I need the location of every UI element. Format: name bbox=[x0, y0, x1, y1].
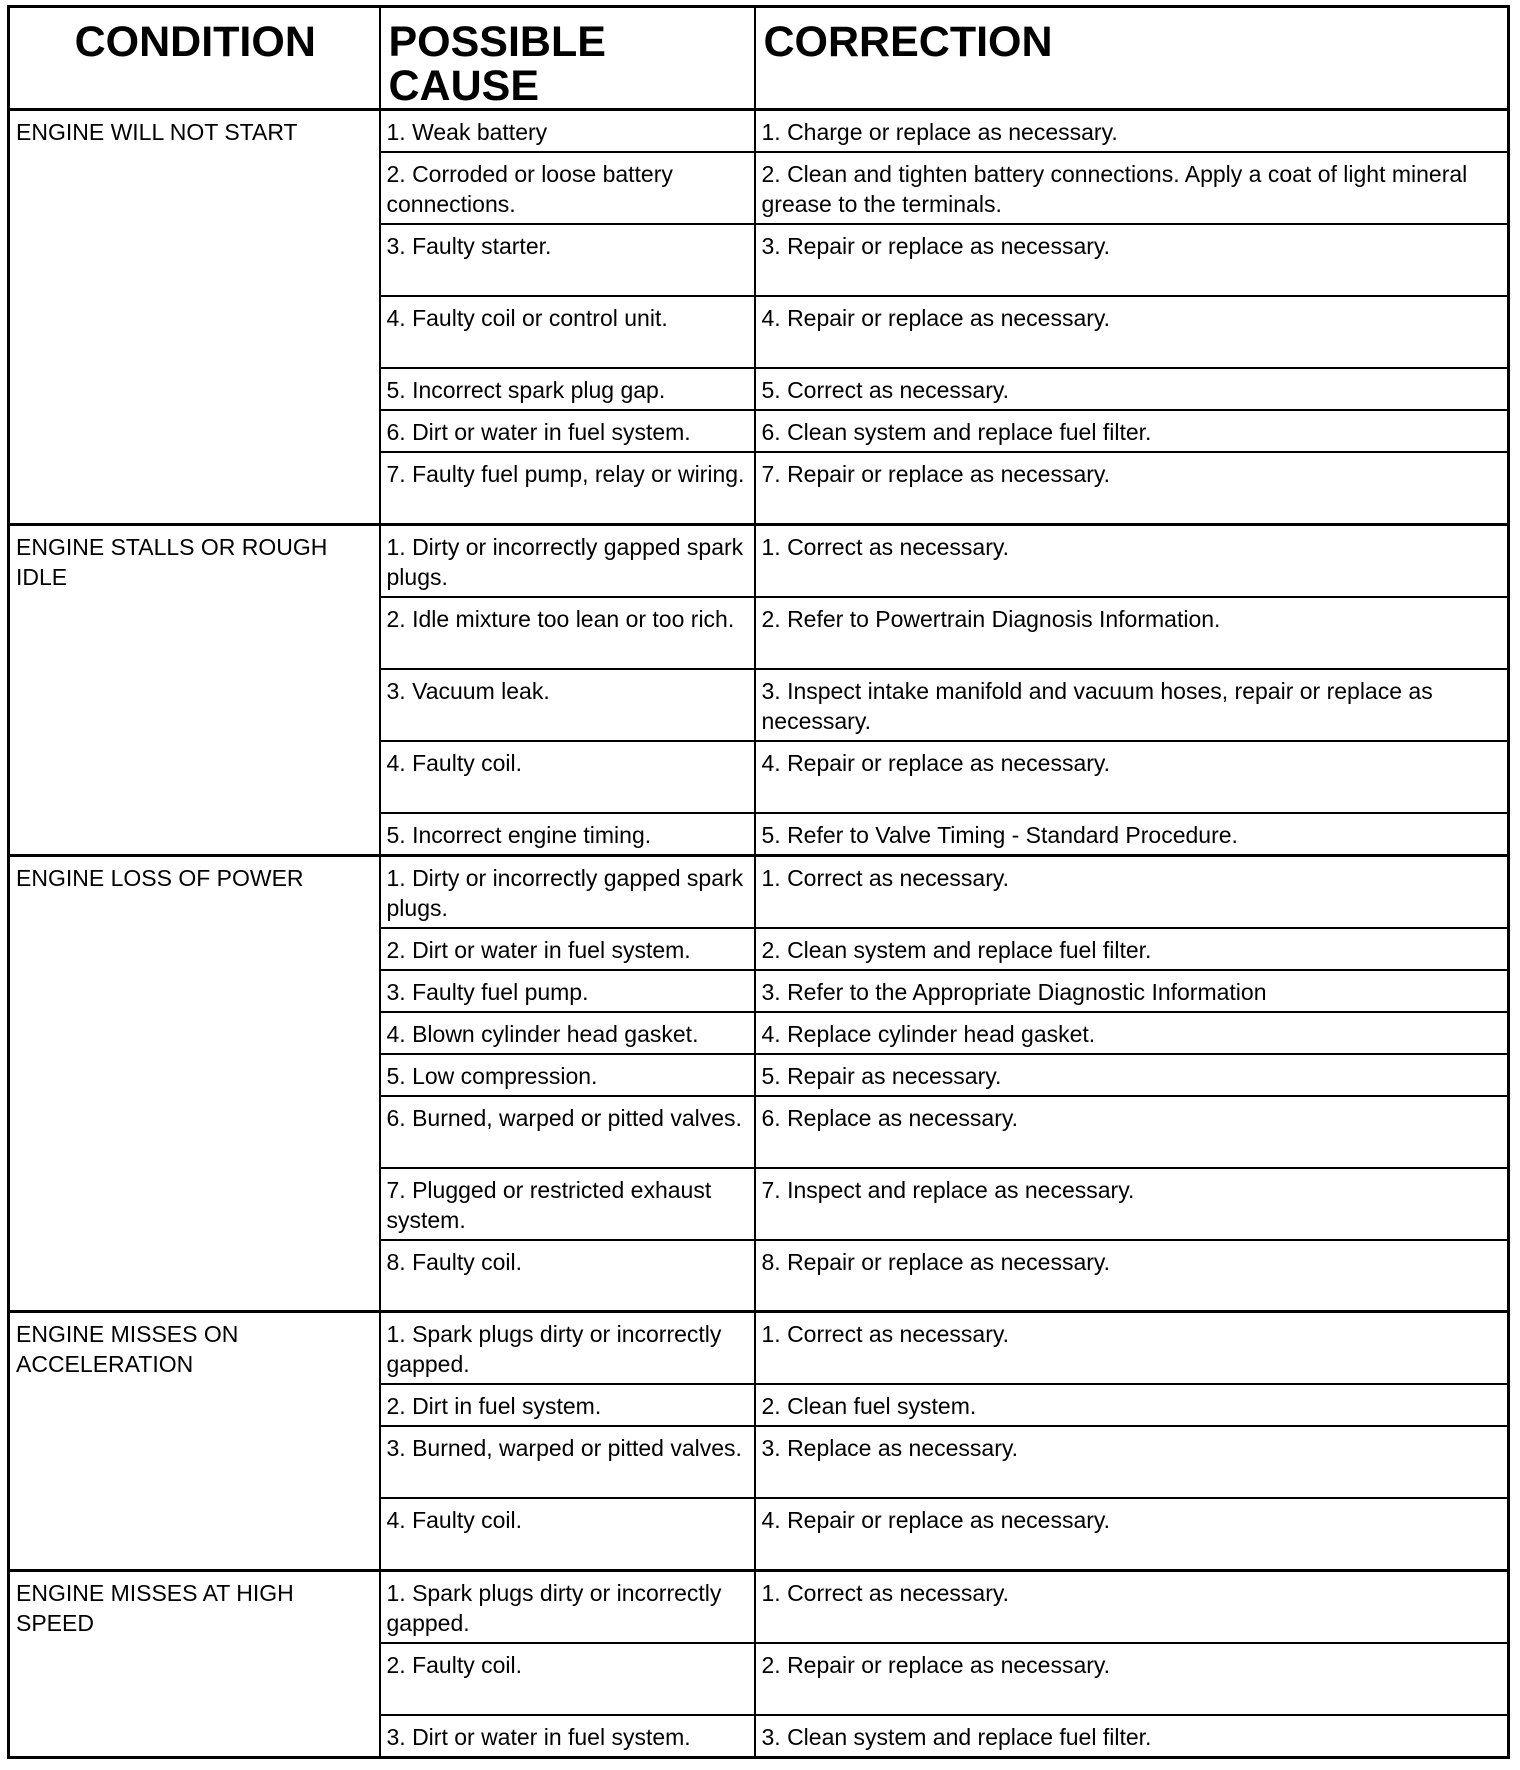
cause-cell: 3. Burned, warped or pitted valves. bbox=[380, 1426, 755, 1498]
cause-cell: 6. Burned, warped or pitted valves. bbox=[380, 1096, 755, 1168]
cause-cell: 2. Corroded or loose battery connections. bbox=[380, 152, 755, 224]
cause-cell: 2. Idle mixture too lean or too rich. bbox=[380, 597, 755, 669]
cause-cell: 7. Faulty fuel pump, relay or wiring. bbox=[380, 452, 755, 524]
header-possible-cause: POSSIBLE CAUSE bbox=[380, 7, 755, 110]
correction-cell: 3. Repair or replace as necessary. bbox=[755, 224, 1509, 296]
correction-cell: 4. Repair or replace as necessary. bbox=[755, 741, 1509, 813]
cause-cell: 3. Vacuum leak. bbox=[380, 669, 755, 741]
correction-cell: 5. Correct as necessary. bbox=[755, 368, 1509, 410]
cause-cell: 4. Faulty coil. bbox=[380, 741, 755, 813]
correction-cell: 2. Repair or replace as necessary. bbox=[755, 1643, 1509, 1715]
correction-cell: 1. Correct as necessary. bbox=[755, 855, 1509, 928]
table-row bbox=[9, 1570, 1509, 1643]
condition-cell: ENGINE MISSES ON ACCELERATION bbox=[9, 1312, 380, 1571]
correction-cell: 1. Correct as necessary. bbox=[755, 1312, 1509, 1385]
correction-cell: 4. Replace cylinder head gasket. bbox=[755, 1012, 1509, 1054]
correction-cell: 1. Correct as necessary. bbox=[755, 1570, 1509, 1643]
correction-cell: 1. Charge or replace as necessary. bbox=[755, 110, 1509, 153]
diagnosis-table bbox=[7, 5, 1510, 1759]
condition-cell: ENGINE STALLS OR ROUGH IDLE bbox=[9, 524, 380, 855]
cause-cell: 4. Faulty coil. bbox=[380, 1498, 755, 1570]
cause-cell: 1. Weak battery bbox=[380, 110, 755, 153]
correction-cell: 6. Replace as necessary. bbox=[755, 1096, 1509, 1168]
cause-cell: 5. Incorrect engine timing. bbox=[380, 813, 755, 856]
correction-cell: 2. Clean and tighten battery connections. Apply a coat of light mineral grease to the terminals. bbox=[755, 152, 1509, 224]
cause-cell: 2. Dirt in fuel system. bbox=[380, 1384, 755, 1426]
cause-cell: 1. Spark plugs dirty or incorrectly gapped. bbox=[380, 1570, 755, 1643]
header-correction: CORRECTION bbox=[755, 7, 1509, 110]
cause-cell: 8. Faulty coil. bbox=[380, 1240, 755, 1312]
cause-cell: 6. Dirt or water in fuel system. bbox=[380, 410, 755, 452]
table-row bbox=[9, 1312, 1509, 1385]
cause-cell: 1. Dirty or incorrectly gapped spark plugs. bbox=[380, 524, 755, 597]
correction-cell: 7. Repair or replace as necessary. bbox=[755, 452, 1509, 524]
correction-cell: 8. Repair or replace as necessary. bbox=[755, 1240, 1509, 1312]
correction-cell: 4. Repair or replace as necessary. bbox=[755, 296, 1509, 368]
cause-cell: 4. Faulty coil or control unit. bbox=[380, 296, 755, 368]
table-row bbox=[9, 110, 1509, 153]
correction-cell: 3. Inspect intake manifold and vacuum hoses, repair or replace as necessary. bbox=[755, 669, 1509, 741]
condition-cell: ENGINE MISSES AT HIGH SPEED bbox=[9, 1570, 380, 1757]
correction-cell: 2. Refer to Powertrain Diagnosis Information. bbox=[755, 597, 1509, 669]
cause-cell: 1. Spark plugs dirty or incorrectly gapped. bbox=[380, 1312, 755, 1385]
table-row bbox=[9, 524, 1509, 597]
cause-cell: 7. Plugged or restricted exhaust system. bbox=[380, 1168, 755, 1240]
cause-cell: 4. Blown cylinder head gasket. bbox=[380, 1012, 755, 1054]
correction-cell: 4. Repair or replace as necessary. bbox=[755, 1498, 1509, 1570]
cause-cell: 3. Faulty fuel pump. bbox=[380, 970, 755, 1012]
cause-cell: 1. Dirty or incorrectly gapped spark plugs. bbox=[380, 855, 755, 928]
correction-cell: 2. Clean fuel system. bbox=[755, 1384, 1509, 1426]
correction-cell: 5. Repair as necessary. bbox=[755, 1054, 1509, 1096]
table-row bbox=[9, 855, 1509, 928]
correction-cell: 5. Refer to Valve Timing - Standard Procedure. bbox=[755, 813, 1509, 856]
condition-cell: ENGINE LOSS OF POWER bbox=[9, 855, 380, 1312]
cause-cell: 5. Low compression. bbox=[380, 1054, 755, 1096]
correction-cell: 6. Clean system and replace fuel filter. bbox=[755, 410, 1509, 452]
cause-cell: 2. Dirt or water in fuel system. bbox=[380, 928, 755, 970]
cause-cell: 3. Dirt or water in fuel system. bbox=[380, 1715, 755, 1758]
condition-cell: ENGINE WILL NOT START bbox=[9, 110, 380, 525]
correction-cell: 3. Refer to the Appropriate Diagnostic Information bbox=[755, 970, 1509, 1012]
correction-cell: 3. Clean system and replace fuel filter. bbox=[755, 1715, 1509, 1758]
cause-cell: 2. Faulty coil. bbox=[380, 1643, 755, 1715]
header-condition: CONDITION bbox=[9, 7, 380, 110]
correction-cell: 7. Inspect and replace as necessary. bbox=[755, 1168, 1509, 1240]
header-row bbox=[9, 7, 1509, 110]
cause-cell: 5. Incorrect spark plug gap. bbox=[380, 368, 755, 410]
cause-cell: 3. Faulty starter. bbox=[380, 224, 755, 296]
correction-cell: 1. Correct as necessary. bbox=[755, 524, 1509, 597]
correction-cell: 3. Replace as necessary. bbox=[755, 1426, 1509, 1498]
correction-cell: 2. Clean system and replace fuel filter. bbox=[755, 928, 1509, 970]
